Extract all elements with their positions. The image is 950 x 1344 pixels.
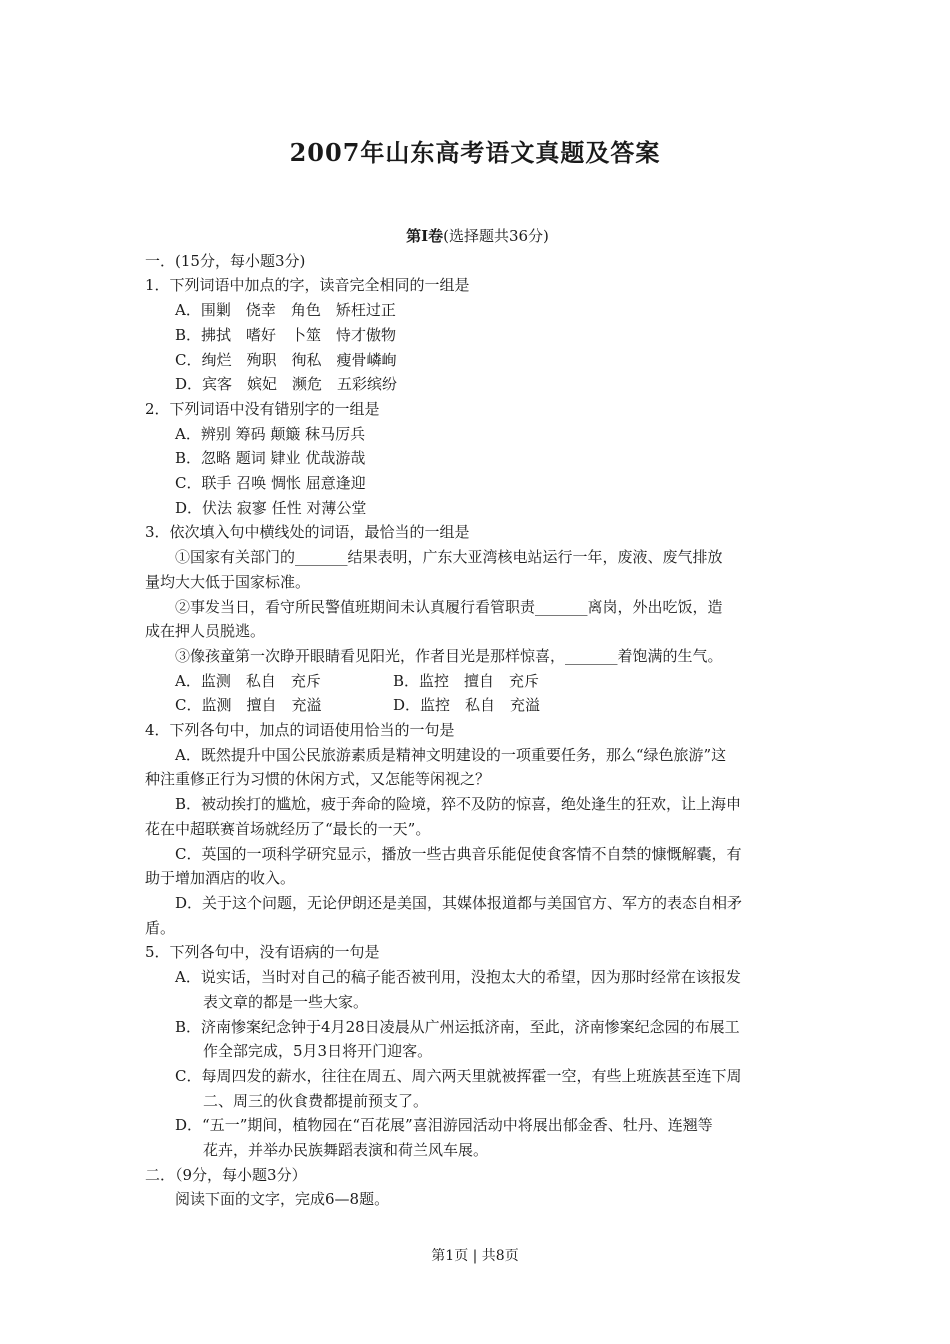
question-2-option-c: C．联手 召唤 惆怅 屈意逢迎 [175,474,366,493]
section-header [145,224,810,249]
question-3-sentence-3: ③像孩童第一次睁开眼睛看见阳光，作者目光是那样惊喜，_______着饱满的生气。 [175,646,723,665]
question-5-option-a-line-1: A．说实话，当时对自己的稿子能否被刊用，没抱太大的希望，因为那时经常在该报发 [175,968,741,987]
question-2-option-d: D．伏法 寂寥 任性 对薄公堂 [175,498,367,517]
question-4-option-c-line-2: 助于增加酒店的收入。 [145,869,296,888]
question-3-option-a: A．监测 私自 充斥 [175,671,321,690]
question-4-option-d-line-1: D．关于这个问题，无论伊朗还是美国，其媒体报道都与美国官方、军方的表态自相矛 [175,893,743,912]
question-5-stem: 5．下列各句中，没有语病的一句是 [145,943,380,962]
question-5-option-d-line-1: D．“五一”期间，植物园在“百花展”喜泪游园活动中将展出郁金香、牡丹、连翘等 [175,1116,713,1135]
question-3-option-c: C．监测 擅自 充溢 [175,696,322,715]
question-3-options-row-1 [145,669,810,694]
question-4-option-a-line-2: 种注重修正行为习惯的休闲方式，又怎能等闲视之？ [145,770,491,789]
question-5-option-c-line-1: C．每周四发的薪水，往往在周五、周六两天里就被挥霍一空，有些上班族甚至连下周 [175,1066,742,1085]
question-5-option-c-line-2: 二、周三的伙食费都提前预支了。 [203,1091,429,1110]
question-4-stem: 4．下列各句中，加点的词语使用恰当的一句是 [145,721,455,740]
question-5-option-d-line-2: 花卉，并举办民族舞蹈表演和荷兰风车展。 [203,1141,489,1160]
question-3-option-b: B．监控 擅自 充斥 [393,671,540,690]
page-footer: 第1页 | 共8页 [431,1248,519,1264]
question-3-stem: 3．依次填入句中横线处的词语，最恰当的一组是 [145,523,470,542]
section-header-bold: 第Ⅰ卷 [406,227,444,245]
question-1-option-a: A．围剿 侥幸 角色 矫枉过正 [175,301,396,320]
question-3-sentence-1a: ①国家有关部门的_______结果表明，广东大亚湾核电站运行一年，废液、废气排放 [175,548,723,567]
part-two-intro: 阅读下面的文字，完成6—8题。 [175,1190,390,1209]
exam-content [145,224,810,1212]
part-two-heading: 二．（9分，每小题3分） [145,1165,307,1184]
question-4-option-b-line-1: B．被动挨打的尴尬，疲于奔命的险境，猝不及防的惊喜，绝处逢生的狂欢，让上海申 [175,795,742,814]
question-3-option-d: D．监控 私自 充溢 [393,696,541,715]
question-4-option-d-line-2: 盾。 [145,918,176,937]
question-5-option-a-line-2: 表文章的都是一些大家。 [203,992,369,1011]
question-1-option-d: D．宾客 嫔妃 濒危 五彩缤纷 [175,375,398,394]
question-3-sentence-2a: ②事发当日，看守所民警值班期间未认真履行看管职责_______离岗，外出吃饭，造 [175,597,723,616]
question-3-options-row-2 [145,693,810,718]
question-2-stem: 2．下列词语中没有错别字的一组是 [145,399,380,418]
question-1-stem: 1．下列词语中加点的字，读音完全相同的一组是 [145,276,470,295]
question-4-option-b-line-2: 花在中超联赛首场就经历了“最长的一天”。 [145,819,431,838]
page-title: 2007年山东高考语文真题及答案 [289,138,661,167]
question-2-option-a: A．辨别 筹码 颠簸 秣马厉兵 [175,424,366,443]
question-3-sentence-1b: 量均大大低于国家标准。 [145,572,311,591]
question-1-option-c: C．绚烂 殉职 徇私 瘦骨嶙峋 [175,350,397,369]
section-header-rest: (选择题共36分) [443,227,549,245]
question-3-sentence-2b: 成在押人员脱逃。 [145,622,266,641]
question-5-option-b-line-2: 作全部完成，5月3日将开门迎客。 [203,1042,433,1061]
question-2-option-b: B．忽略 题词 肄业 优哉游哉 [175,449,366,468]
part-one-heading: 一．(15分，每小题3分) [145,251,306,270]
question-4-option-c-line-1: C．英国的一项科学研究显示，播放一些古典音乐能促使食客情不自禁的慷慨解囊，有 [175,844,742,863]
question-5-option-b-line-1: B．济南惨案纪念钟于4月28日凌晨从广州运抵济南，至此，济南惨案纪念园的布展工 [175,1017,740,1036]
question-1-option-b: B．拂拭 嗜好 卜筮 恃才傲物 [175,325,397,344]
question-4-option-a-line-1: A．既然提升中国公民旅游素质是精神文明建设的一项重要任务，那么“绿色旅游”这 [175,745,727,764]
